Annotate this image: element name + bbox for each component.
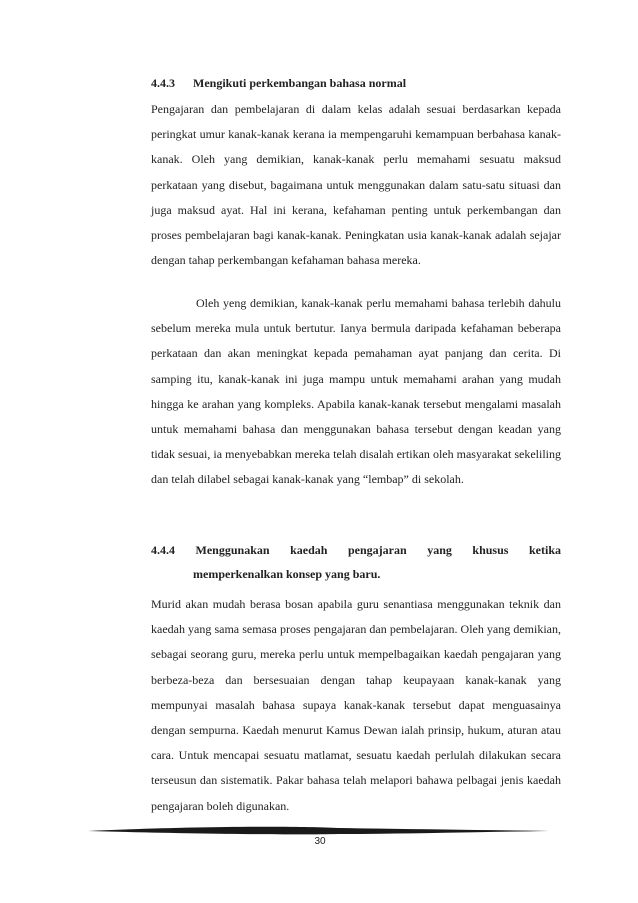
title-word: kaedah xyxy=(290,543,328,557)
section-title: Mengikuti perkembangan bahasa normal xyxy=(193,76,407,90)
section-title-continuation: memperkenalkan konsep yang baru. xyxy=(193,567,381,581)
section-number: 4.4.3 xyxy=(151,76,175,90)
title-word: khusus xyxy=(472,543,509,557)
section-number: 4.4.4 xyxy=(151,543,175,557)
title-word: ketika xyxy=(528,543,561,557)
title-word: pengajaran xyxy=(347,543,407,557)
paragraph: Oleh yeng demikian, kanak-kanak perlu memahami bahasa terlebih dahulu sebelum mereka mula untuk bertutur. Ianya bermula daripada kefahaman beberapa perkataan dan akan meningkat kepada pemahaman ayat panjang dan cerita. Di samping itu, kanak-kanak ini juga mampu untuk memahami arahan yang mudah hingga ke arahan yang kompleks. Apabila kanak-kanak tersebut mengalami masalah untuk memahami bahasa dan menggunakan bahasa tersebut dengan keadan yang tidak sesuai, ia menyebabkan mereka telah disalah ertikan oleh masyarakat sekeliling dan telah dilabel sebagai kanak-kanak yang “lembap” di sekolah. xyxy=(151,296,561,487)
paragraph: Pengajaran dan pembelajaran di dalam kelas adalah sesuai berdasarkan kepada peringkat umur kanak-kanak kerana ia mempengaruhi kemampuan berbahasa kanak-kanak. Oleh yang demikian, kanak-kanak perlu memahami sesuatu maksud perkataan yang disebut, bagaimana untuk menggunakan dalam satu-satu situasi dan juga maksud ayat. Hal ini kerana, kefahaman penting untuk perkembangan dan proses pembelajaran bagi kanak-kanak. Peningkatan usia kanak-kanak adalah sejajar dengan tahap perkembangan kefahaman bahasa mereka. xyxy=(151,102,561,268)
title-word: Menggunakan xyxy=(195,543,270,557)
paragraph: Murid akan mudah berasa bosan apabila guru senantiasa menggunakan teknik dan kaedah yang sama semasa proses pengajaran dan pembelajaran. Oleh yang demikian, sebagai seorang guru, mereka perlu untuk mempelbagaikan kaedah pengajaran yang berbeza-beza dan bersesuaian dengan tahap keupayaan kanak-kanak yang mempunyai masalah bahasa supaya kanak-kanak tersebut dapat menguasainya dengan sempurna. Kaedah menurut Kamus Dewan ialah prinsip, hukum, aturan atau cara. Untuk mencapai sesuatu matlamat, sesuatu kaedah perlulah dilakukan secara terseusun dan sistematik. Pakar bahasa telah melapori bahawa pelbagai jenis kaedah pengajaran boleh digunakan. xyxy=(151,597,561,813)
title-word: yang xyxy=(427,543,452,557)
page-number: 30 xyxy=(314,836,326,847)
